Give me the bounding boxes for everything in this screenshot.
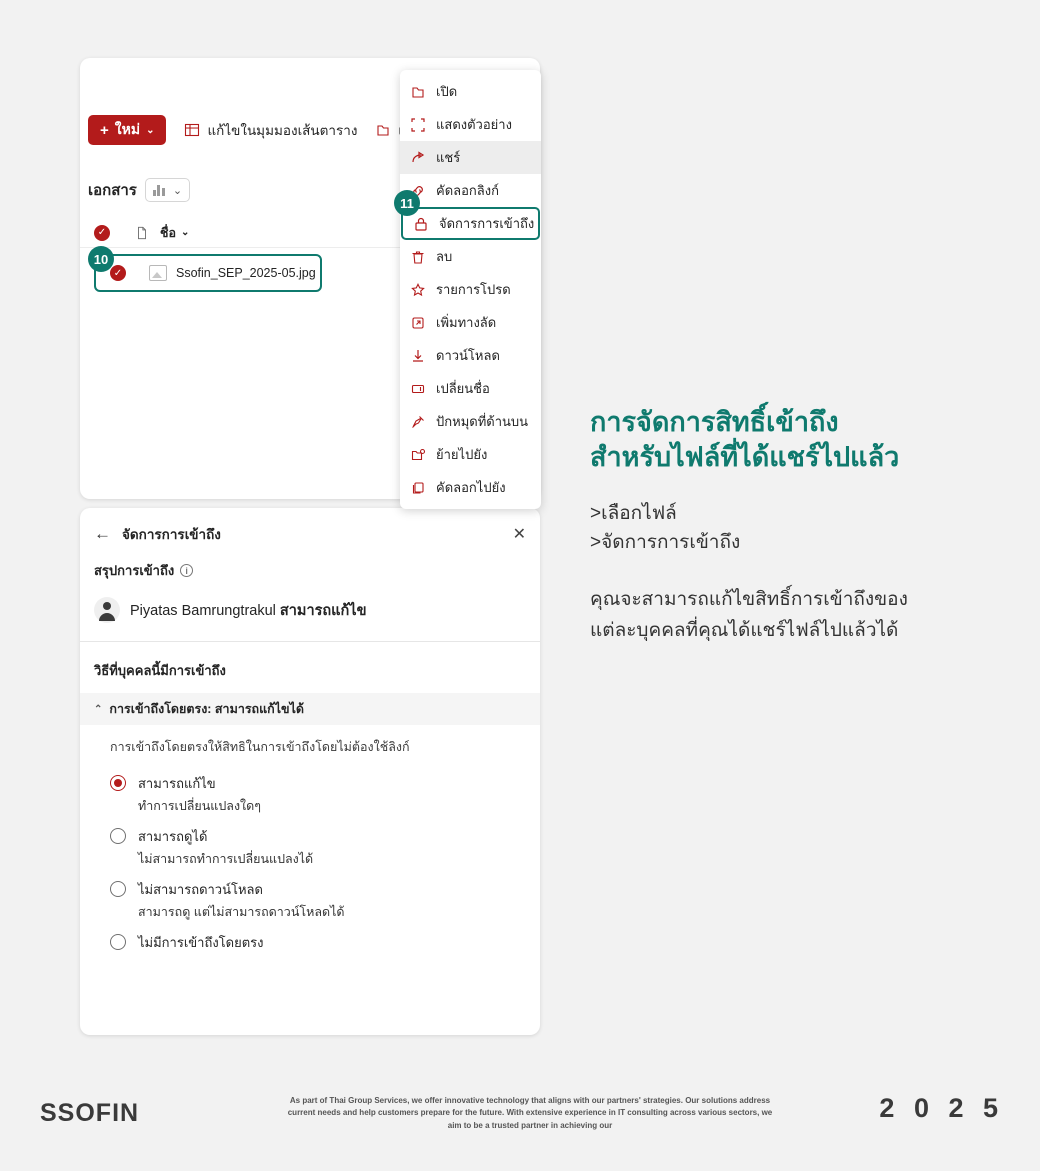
menu-item-label: เปลี่ยนชื่อ [436, 381, 490, 396]
direct-access-label: การเข้าถึงโดยตรง: สามารถแก้ไขได้ [109, 702, 304, 716]
permission-option-cannot-download[interactable] [80, 869, 540, 922]
menu-item-label: รายการโปรด [436, 282, 511, 297]
close-icon[interactable]: ✕ [512, 526, 526, 543]
edit-in-grid-view-button[interactable] [184, 119, 357, 141]
menu-item-open[interactable] [400, 75, 541, 108]
menu-item-pin-to-top[interactable] [400, 405, 541, 438]
brand-logo: SSOFIN [40, 1099, 140, 1127]
step-1: >เลือกไฟล์ [590, 503, 677, 525]
option-text [138, 932, 264, 953]
file-row[interactable] [94, 254, 322, 292]
info-icon[interactable]: i [180, 564, 193, 577]
back-icon[interactable]: ← [94, 524, 111, 543]
permission-option-can-edit[interactable] [80, 763, 540, 816]
permission-option-no-direct-access[interactable] [80, 922, 540, 953]
direct-access-accordion[interactable] [80, 693, 540, 725]
star-icon [410, 282, 426, 298]
share-icon [410, 150, 426, 166]
how-access-title: วิธีที่บุคคลนี้มีการเข้าถึง [94, 663, 226, 678]
radio-icon[interactable] [110, 934, 126, 950]
menu-item-label: เพิ่มทางลัด [436, 315, 497, 330]
menu-item-download[interactable] [400, 339, 541, 372]
menu-item-label: ดาวน์โหลด [436, 348, 500, 363]
menu-item-label: เปิด [436, 84, 458, 99]
menu-item-label: ลบ [436, 249, 453, 264]
menu-item-preview[interactable] [400, 108, 541, 141]
chevron-up-icon: ⌃ [94, 703, 103, 715]
menu-item-label: ย้ายไปยัง [436, 447, 488, 462]
plus-icon: + [100, 121, 109, 139]
option-title: สามารถแก้ไข [138, 776, 216, 791]
manage-access-panel [80, 508, 540, 1035]
view-options-chip[interactable] [145, 178, 190, 202]
steps-list [590, 500, 990, 557]
open-icon [375, 122, 391, 138]
menu-item-delete[interactable] [400, 240, 541, 273]
menu-item-copy-to[interactable] [400, 471, 541, 504]
option-text [138, 879, 345, 922]
chevron-down-icon: ⌄ [181, 227, 190, 238]
access-summary-title [80, 560, 540, 581]
headline-line-2: สำหรับไฟล์ที่ได้แชร์ไปแล้ว [590, 441, 900, 472]
menu-item-rename[interactable] [400, 372, 541, 405]
access-summary-label: สรุปการเข้าถึง [94, 563, 175, 578]
step-badge-10: 10 [88, 246, 114, 272]
grid-icon [184, 122, 200, 138]
menu-item-favorites[interactable] [400, 273, 541, 306]
new-button[interactable] [88, 115, 166, 145]
option-desc: ทำการเปลี่ยนแปลงใดๆ [138, 799, 261, 813]
menu-item-copy-link[interactable] [400, 174, 541, 207]
option-title: ไม่มีการเข้าถึงโดยตรง [138, 935, 264, 950]
option-text [138, 773, 261, 816]
menu-item-manage-access[interactable] [401, 207, 540, 240]
copy-to-icon [410, 480, 426, 496]
menu-item-move-to[interactable] [400, 438, 541, 471]
panel-title: จัดการการเข้าถึง [122, 527, 221, 542]
pin-icon [410, 414, 426, 430]
preview-icon [410, 117, 426, 133]
radio-icon[interactable] [110, 828, 126, 844]
direct-access-description: การเข้าถึงโดยตรงให้สิทธิในการเข้าถึงโดยไม่ต้องใช้ลิงก์ [110, 740, 410, 754]
edit-in-grid-view-label: แก้ไขในมุมมองเส้นตาราง [207, 123, 358, 138]
menu-item-label: คัดลอกลิงก์ [436, 183, 499, 198]
option-desc: ไม่สามารถทำการเปลี่ยนแปลงได้ [138, 852, 314, 866]
trash-icon [410, 249, 426, 265]
instruction-column [590, 405, 990, 647]
headline-line-1: การจัดการสิทธิ์เข้าถึง [590, 407, 839, 437]
footer-text: As part of Thai Group Services, we offer innovative technology that aligns with our partners' strategies. Our solutions address current needs and help customers prepare for the future. With extensive experience in IT consulting across various sectors, we aim to be a trusted partner in achieving our [287, 1096, 773, 1130]
option-title: สามารถดูได้ [138, 829, 208, 844]
chevron-down-icon: ⌄ [172, 184, 183, 197]
page-title [590, 405, 990, 474]
panel-header [80, 508, 540, 560]
file-context-menu [400, 70, 541, 509]
bars-icon [153, 185, 165, 196]
footer [0, 1071, 1040, 1171]
download-icon [410, 348, 426, 364]
person-row[interactable] [80, 581, 540, 642]
person-permission: สามารถแก้ไข [279, 602, 367, 619]
check-icon: ✓ [110, 265, 126, 281]
person-name [130, 599, 367, 622]
permission-option-can-view[interactable] [80, 816, 540, 869]
rename-icon [410, 381, 426, 397]
radio-icon[interactable] [110, 881, 126, 897]
person-full-name: Piyatas Bamrungtrakul [130, 602, 276, 619]
step-badge-11: 11 [394, 190, 420, 216]
footer-year: 2 0 2 5 [879, 1093, 1004, 1123]
menu-item-add-shortcut[interactable] [400, 306, 541, 339]
manage-access-icon [413, 216, 429, 232]
open-icon [410, 84, 426, 100]
documents-title: เอกสาร [88, 182, 137, 199]
menu-item-label: ปักหมุดที่ด้านบน [436, 414, 529, 429]
menu-item-label: จัดการการเข้าถึง [439, 216, 535, 231]
new-button-label: ใหม่ [114, 121, 141, 137]
description-paragraph: คุณจะสามารถแก้ไขสิทธิ์การเข้าถึงของแต่ละบุคคลที่คุณได้แชร์ไฟล์ไปแล้วได้ [590, 589, 908, 641]
file-name: Ssofin_SEP_2025-05.jpg [176, 266, 316, 280]
menu-item-label: แชร์ [436, 150, 461, 165]
menu-item-label: แสดงตัวอย่าง [436, 117, 512, 132]
menu-item-label: คัดลอกไปยัง [436, 480, 506, 495]
check-icon: ✓ [94, 225, 110, 241]
radio-icon[interactable] [110, 775, 126, 791]
move-to-icon [410, 447, 426, 463]
option-title: ไม่สามารถดาวน์โหลด [138, 882, 263, 897]
file-thumbnail [140, 265, 176, 281]
option-text [138, 826, 313, 869]
chevron-down-icon: ⌄ [146, 124, 155, 136]
menu-item-share[interactable] [400, 141, 541, 174]
select-all-checkbox[interactable] [80, 225, 124, 241]
option-desc: สามารถดู แต่ไม่สามารถดาวน์โหลดได้ [138, 905, 345, 919]
type-column-icon [124, 226, 160, 240]
shortcut-icon [410, 315, 426, 331]
step-2: >จัดการการเข้าถึง [590, 531, 741, 553]
avatar [94, 597, 120, 623]
name-column-header[interactable] [160, 223, 189, 243]
name-column-label: ชื่อ [160, 225, 176, 240]
